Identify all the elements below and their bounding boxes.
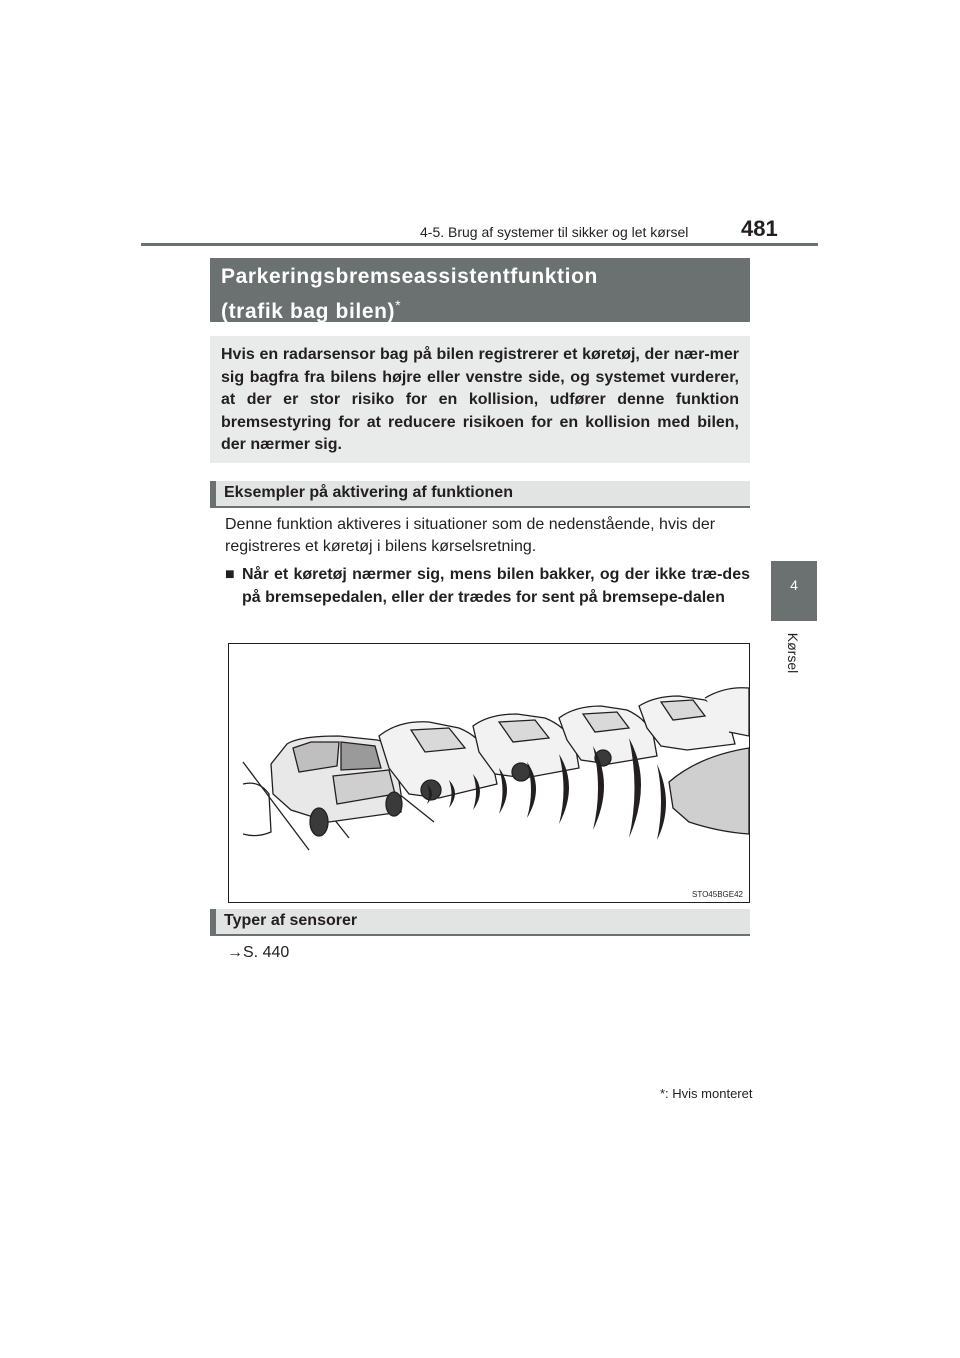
page-title bbox=[221, 262, 750, 326]
page-number: 481 bbox=[741, 216, 778, 241]
examples-body-text: Denne funktion aktiveres i situationer som de nedenstående, hvis der registreres et køretøj i bilens kørselsretning. bbox=[225, 516, 716, 555]
title-line-2: (trafik bag bilen) bbox=[221, 300, 396, 323]
title-box bbox=[210, 258, 750, 322]
chapter-label: Kørsel bbox=[785, 632, 801, 674]
chapter-tab bbox=[771, 561, 817, 621]
title-line-1: Parkeringsbremseassistentfunktion bbox=[221, 265, 598, 288]
intro-text: Hvis en radarsensor bag på bilen registrerer et køretøj, der nær-mer sig bagfra fra bilens højre eller venstre side, og systemet vurderer, at der er stor risiko for en kollision, udfører denne funktion bremsestyring for at reducere risikoen for en kollision med bilen, der nærmer sig. bbox=[221, 346, 739, 453]
header-section-title: 4-5. Brug af systemer til sikker og let kørsel bbox=[420, 224, 689, 240]
parking-illustration bbox=[228, 643, 750, 903]
page-reference-link[interactable]: →S. 440 bbox=[227, 944, 290, 961]
chapter-number: 4 bbox=[790, 577, 798, 593]
parking-scene-drawing bbox=[229, 644, 749, 902]
section-heading-examples bbox=[210, 481, 750, 508]
title-footnote-marker: * bbox=[395, 297, 402, 313]
footnote: *: Hvis monteret bbox=[660, 1086, 753, 1101]
illustration-code: STO45BGE42 bbox=[692, 890, 743, 899]
bullet-square-icon: ■ bbox=[225, 566, 235, 583]
section-heading-sensors-label: Typer af sensorer bbox=[224, 912, 358, 929]
section-heading-examples-label: Eksempler på aktivering af funktionen bbox=[224, 484, 513, 501]
header-divider bbox=[141, 243, 818, 246]
left-parked-car bbox=[243, 783, 271, 835]
chapter-label-container bbox=[781, 630, 805, 676]
reversing-suv bbox=[271, 736, 402, 836]
intro-box bbox=[210, 336, 750, 463]
approaching-car bbox=[669, 748, 749, 834]
section-heading-sensors bbox=[210, 909, 750, 936]
bullet-text: Når et køretøj nærmer sig, mens bilen bakker, og der ikke træ-des på bremsepedalen, eller der trædes for sent på bremsepe-dalen bbox=[242, 566, 750, 606]
